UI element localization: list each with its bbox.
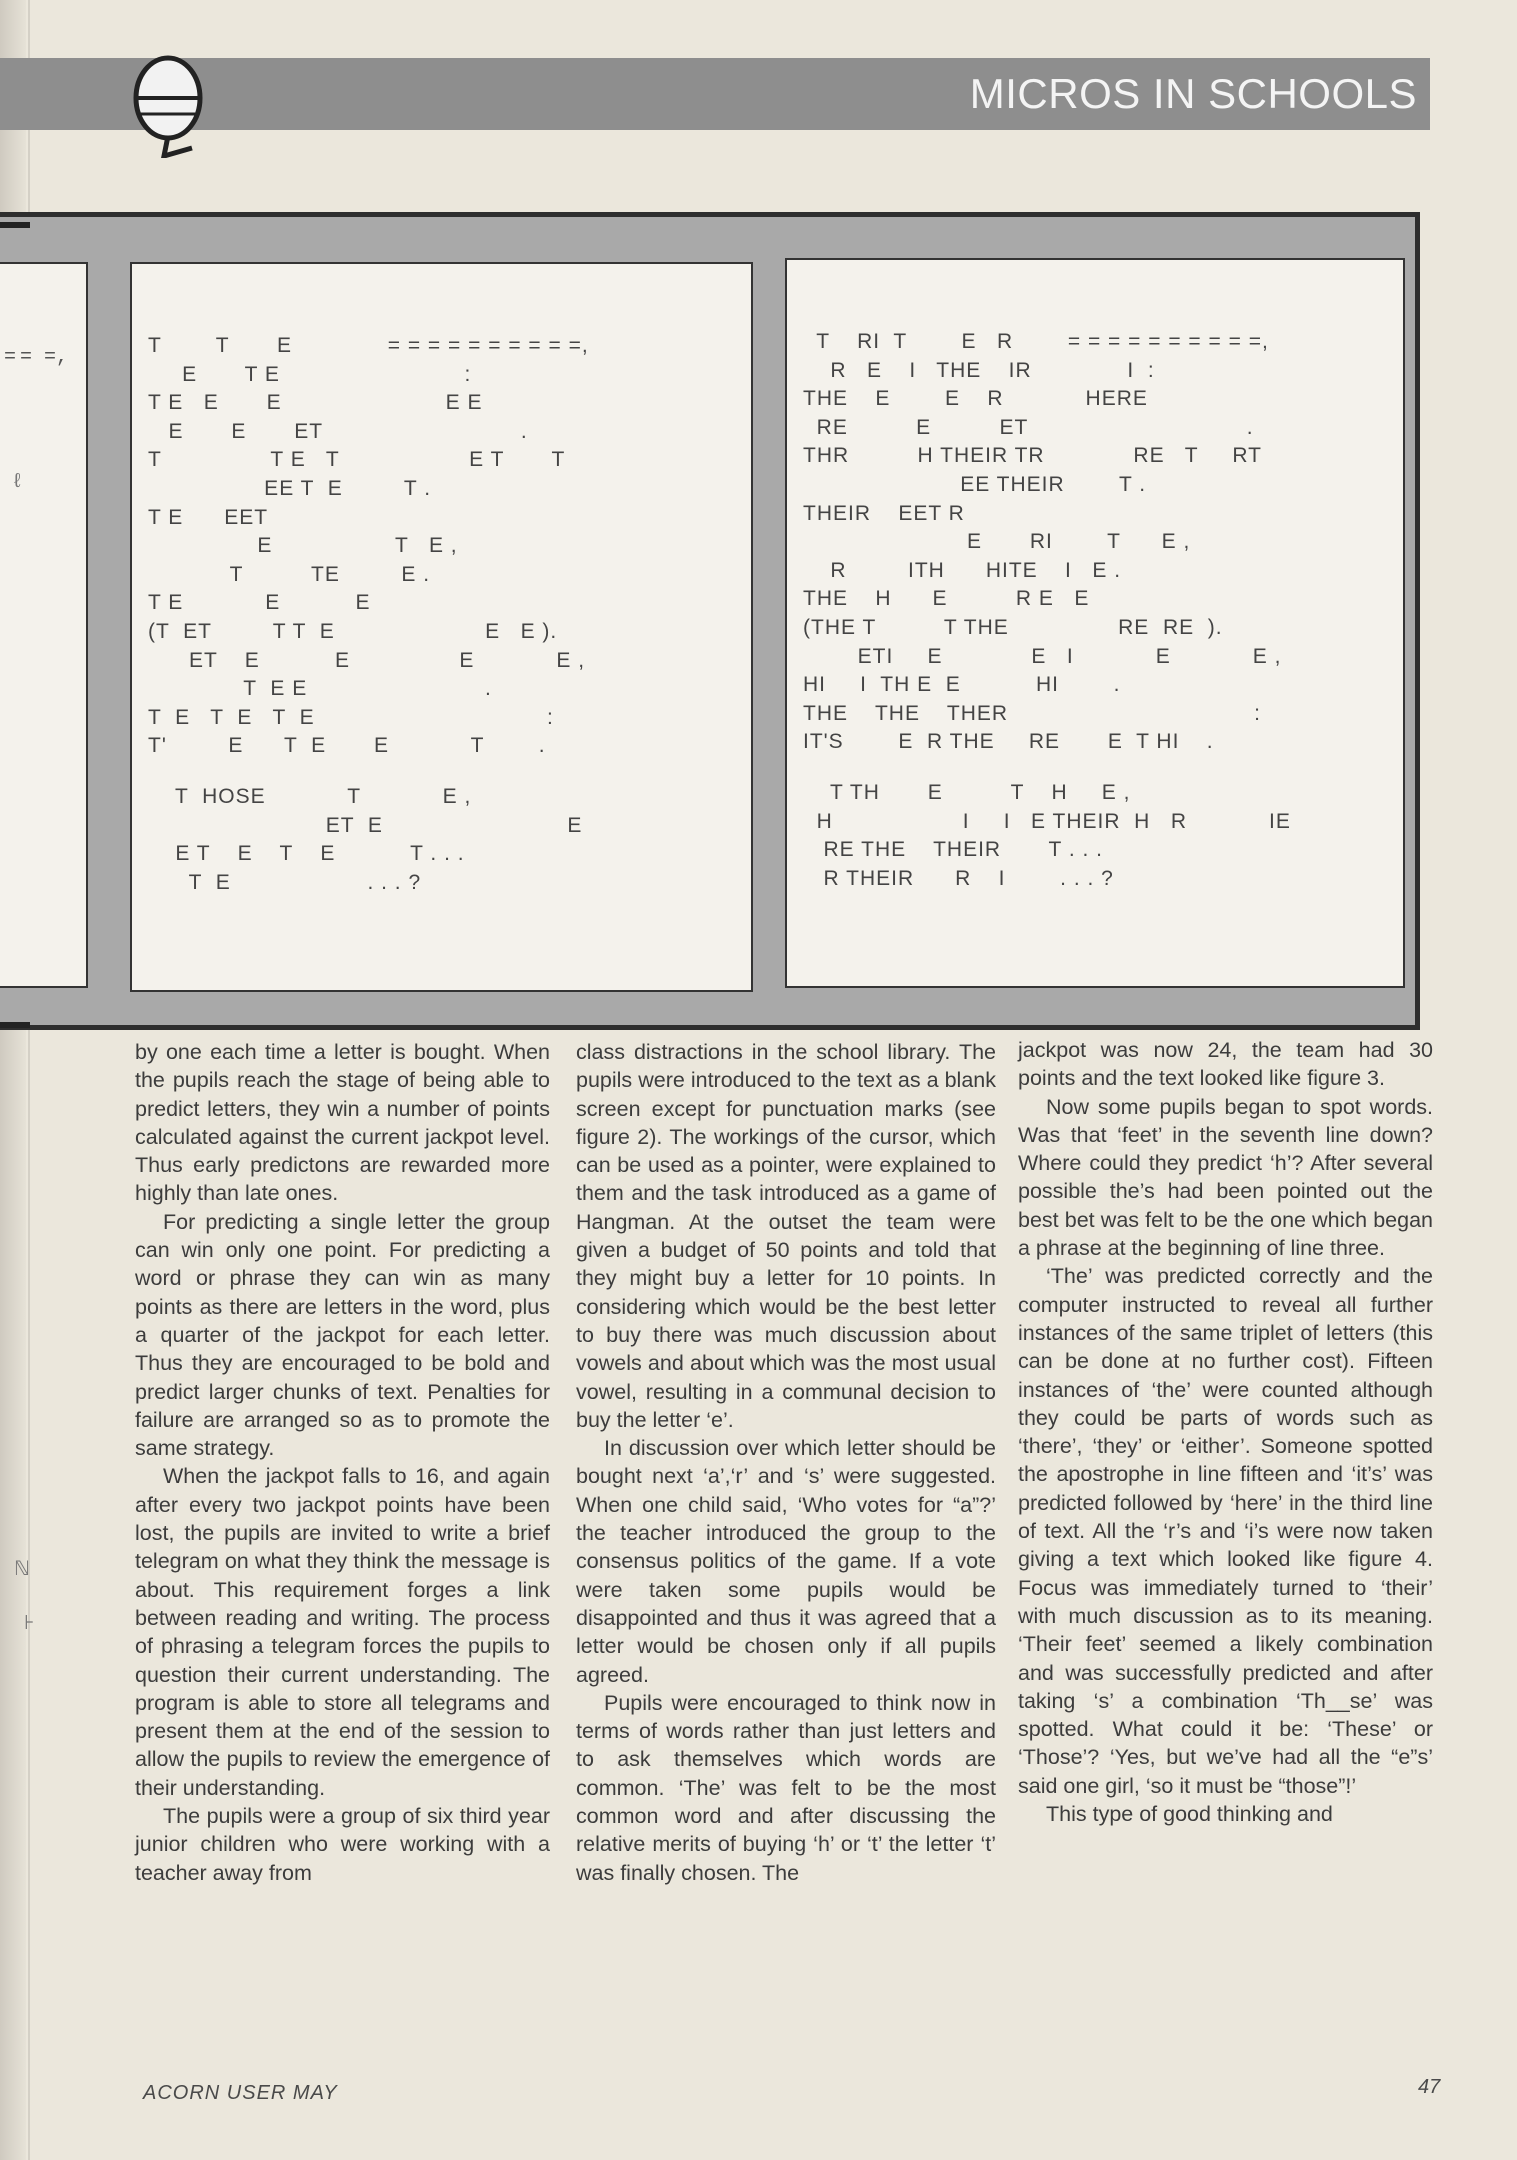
paragraph: In discussion over which letter should be bought next ‘a’,‘r’ and ‘s’ were suggested. When one child said, ‘Who votes for “a”?’ the teacher introduced the group to the consensus politics of the game. If a vote were taken some pupils would be disappointed and thus it was agreed that a letter would be chosen only if all pupils agreed. bbox=[576, 1436, 996, 1687]
figure-line: T E E E bbox=[148, 591, 371, 615]
figure-line: R E I THE IR I : bbox=[803, 358, 1155, 382]
figure-line: T E E E E E bbox=[148, 391, 483, 415]
figure-line: E RI T E , bbox=[803, 530, 1191, 554]
paragraph: When the jackpot falls to 16, and again after every two jackpot points have been lost, the pupils are invited to write a brief telegram on what they think the message is about. This requirement forges a link between reading and writing. The process of phrasing a telegram forces the pupils to question their current understanding. The program is able to store all telegrams and present them at the end of the session to allow the pupils to review the emergence of their understanding. bbox=[135, 1464, 550, 1800]
figure-strip-partial bbox=[0, 262, 88, 988]
figure-line: THR H THEIR TR RE T RT bbox=[803, 444, 1262, 468]
figure-line: THE THE THER : bbox=[803, 701, 1261, 725]
margin-mark: ℓ bbox=[14, 470, 21, 492]
figure-line: THE E E R HERE bbox=[803, 387, 1148, 411]
paragraph: For predicting a single letter the group can win only one point. For predicting a word or phrase they can win as many points as there are letters in the word, plus a quarter of the jackpot for each letter. Thus they are encouraged to be bold and predict larger chunks of text. Penalties for failure are arranged so as to promote the same strategy. bbox=[135, 1209, 550, 1461]
figure-line: T TE E . bbox=[148, 562, 431, 586]
figure-line: THE H E R E E bbox=[803, 587, 1090, 611]
figure-strip-text: = = =, bbox=[4, 346, 69, 369]
figure-line: EE THEIR T . bbox=[803, 473, 1147, 496]
figure-line: T RI T E R = = = = = = = = = =, bbox=[803, 330, 1269, 353]
paragraph: ‘The’ was predicted correctly and the computer instructed to reveal all further instances of the same triplet of letters (this can be done at no further cost). Fifteen instances of ‘the’ were counted although they could be parts of words such as ‘there’, ‘they’ or ‘either’. Someone spotted the apostrophe in line fifteen and ‘it’s’ was predicted followed by ‘here’ in the third line of text. All the ‘r’s and ‘i’s were now taken giving a text which looked like figure 4. Focus was immediately turned to ‘their’ with much discussion as to its meaning. ‘Their feet’ seemed a likely combination and was successfully predicted and after taking ‘s’ a combination ‘Th__se’ was spotted. What could it be: ‘These’ or ‘Those’? ‘Yes, but we’ve had all the “e”s’ said one girl, ‘so it must be “those”!’ bbox=[1018, 1264, 1433, 1798]
figure-line: T T E = = = = = = = = = =, bbox=[148, 334, 589, 357]
figure-line: E T E T E T . . . bbox=[148, 842, 465, 866]
paragraph: The pupils were a group of six third year junior children who were working with a teacher away from bbox=[135, 1804, 550, 1885]
figure-line: R THEIR R I . . . ? bbox=[803, 866, 1114, 890]
figure-line: RE E ET . bbox=[803, 415, 1254, 439]
figure-line: (THE T T THE RE RE ). bbox=[803, 616, 1223, 639]
paragraph: This type of good thinking and bbox=[1046, 1802, 1333, 1827]
figure-line: T T E T E T T bbox=[148, 448, 566, 472]
article-column-1 bbox=[135, 1038, 550, 1887]
article-column-3 bbox=[1018, 1036, 1433, 1828]
figure-line: H I I E THEIR H R IE bbox=[803, 809, 1291, 833]
figure-line: IT'S E R THE RE E T HI . bbox=[803, 730, 1214, 754]
figure-line: (T ET T T E E E ). bbox=[148, 620, 558, 643]
figure-line: ETI E E I E E , bbox=[803, 644, 1282, 668]
figure-line: T E . . . ? bbox=[148, 870, 422, 894]
figure-line: E T E : bbox=[148, 362, 472, 386]
figure-line: T HOSE T E , bbox=[148, 785, 472, 808]
paragraph: Pupils were encouraged to think now in terms of words rather than just letters and to ask themselves which words are common. ‘The’ was felt to be the most common word and after discussing the relative merits of buying ‘h’ or ‘t’ the letter ‘t’ was finally chosen. The bbox=[576, 1690, 996, 1885]
figure-line: T TH E T H E , bbox=[803, 781, 1131, 804]
figure-line: T E E . bbox=[148, 677, 492, 701]
figure-line: T E T E T E : bbox=[148, 705, 554, 729]
figure-line: T E EET bbox=[148, 505, 269, 529]
page-number: 47 bbox=[1418, 2076, 1441, 2098]
paragraph: Now some pupils began to spot words. Was that ‘feet’ in the seventh line down? Where could they predict ‘h’? After several possible the’s had been pointed out the best bet was felt to be the one which began a phrase at the beginning of line three. bbox=[1018, 1094, 1433, 1261]
figure-line: E E ET . bbox=[148, 419, 528, 443]
paragraph: jackpot was now 24, the team had 30 points and the text looked like figure 3. bbox=[1018, 1038, 1433, 1091]
frame-edge bbox=[0, 1022, 30, 1028]
figure-line: E T E , bbox=[148, 534, 458, 558]
article-column-2 bbox=[576, 1038, 996, 1887]
q-logo-icon bbox=[130, 52, 206, 158]
figure-line: ET E E E E , bbox=[148, 648, 586, 672]
figure-line: R ITH HITE I E . bbox=[803, 558, 1122, 582]
figure-line: THEIR EET R bbox=[803, 501, 965, 525]
footer-publication: ACORN USER MAY bbox=[143, 2082, 338, 2104]
frame-edge bbox=[0, 222, 30, 228]
figure-line: RE THE THEIR T . . . bbox=[803, 838, 1104, 862]
figure-line: T' E T E E T . bbox=[148, 734, 546, 758]
figure-line: HI I TH E E HI . bbox=[803, 673, 1121, 697]
paragraph: by one each time a letter is bought. When the pupils reach the stage of being able to predict letters, they win a number of points calculated against the current jackpot level. Thus early predictons are rewarded more highly than late ones. bbox=[135, 1040, 550, 1206]
section-title: MICROS IN SCHOOLS bbox=[969, 70, 1417, 117]
margin-mark: ℕ bbox=[14, 1558, 31, 1580]
margin-mark: ⊦ bbox=[24, 1612, 35, 1634]
figure-line: EE T E T . bbox=[148, 477, 432, 500]
paragraph: class distractions in the school library. The pupils were introduced to the text as a blank screen except for punctuation marks (see figure 2). The workings of the cursor, which can be used as a pointer, were explained to them and the task introduced as a game of Hangman. At the outset the team were given a budget of 50 points and told that they might buy a letter for 10 points. In considering which would be the best letter to buy there was much discussion about vowels and about which was the most usual vowel, resulting in a communal decision to buy the letter ‘e’. bbox=[576, 1040, 996, 1432]
figure-line: ET E E bbox=[148, 813, 583, 837]
